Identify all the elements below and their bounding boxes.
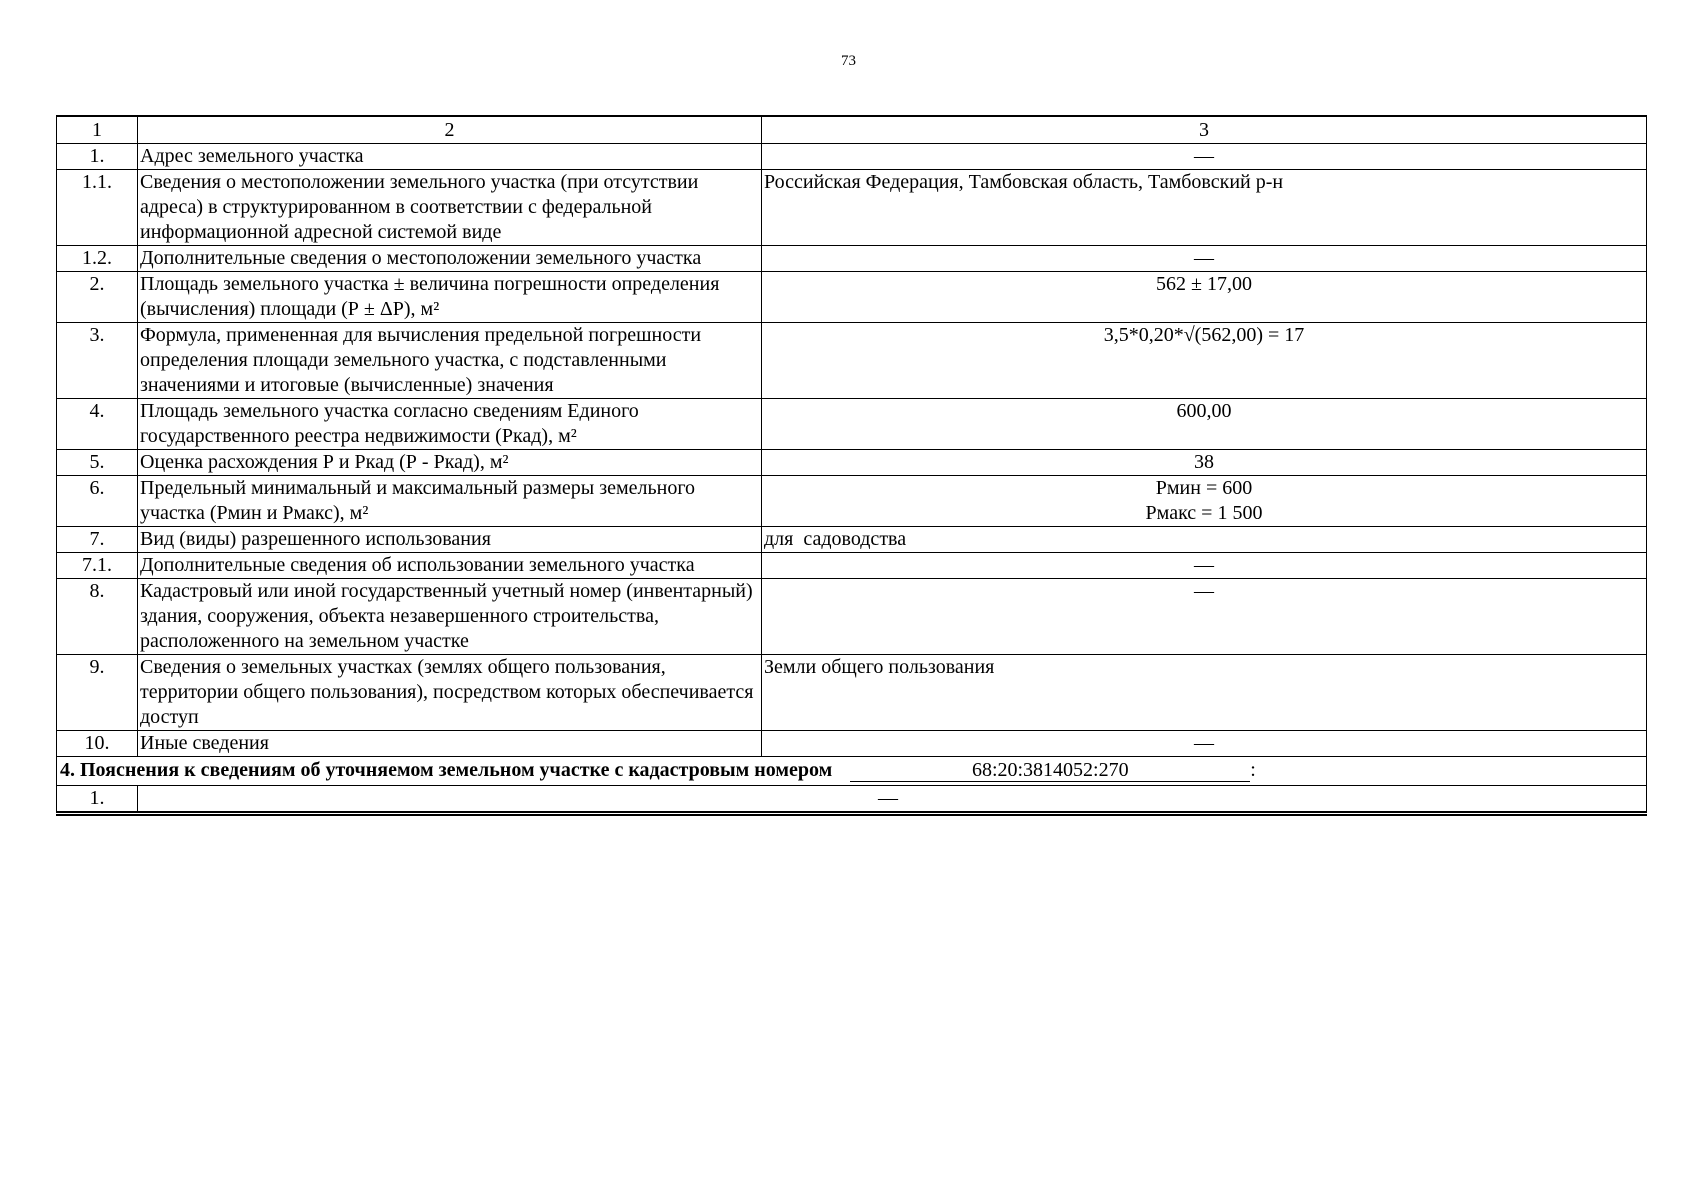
row-label: Дополнительные сведения об использовании земельного участка	[138, 553, 762, 579]
table-row	[57, 450, 1647, 476]
row-label: Формула, примененная для вычисления предельной погрешности определения площади земельного участка, с подставленными значениями и итоговые (вычисленные) значения	[138, 323, 762, 399]
table-row	[57, 144, 1647, 170]
row-number: 1.1.	[57, 170, 138, 246]
row-value: Земли общего пользования	[762, 655, 1647, 731]
land-plot-table	[56, 115, 1647, 816]
header-col-1: 1	[57, 116, 138, 144]
row-label: Оценка расхождения Р и Ркад (Р - Ркад), м²	[138, 450, 762, 476]
row-value: 3,5*0,20*√(562,00) = 17	[762, 323, 1647, 399]
row-value: —	[762, 246, 1647, 272]
table-row	[57, 786, 1647, 814]
row-number: 1.2.	[57, 246, 138, 272]
table-row	[57, 655, 1647, 731]
section-4-title: 4. Пояснения к сведениям об уточняемом земельном участке с кадастровым номером	[60, 759, 833, 781]
section-4-header	[57, 757, 1647, 786]
table-row	[57, 246, 1647, 272]
row-number: 9.	[57, 655, 138, 731]
row-label: Сведения о земельных участках (землях общего пользования, территории общего пользования), посредством которых обеспечивается доступ	[138, 655, 762, 731]
table-row	[57, 272, 1647, 323]
table-row	[57, 579, 1647, 655]
row-number: 2.	[57, 272, 138, 323]
row-value: 38	[762, 450, 1647, 476]
row-number: 8.	[57, 579, 138, 655]
max-size-value: Рмакс = 1 500	[1145, 502, 1263, 524]
row-label: Дополнительные сведения о местоположении земельного участка	[138, 246, 762, 272]
row-number: 7.	[57, 527, 138, 553]
row-number: 1.	[57, 786, 138, 814]
row-label: Площадь земельного участка ± величина погрешности определения (вычисления) площади (Р ± ΔР), м²	[138, 272, 762, 323]
row-number: 4.	[57, 399, 138, 450]
row-label: Адрес земельного участка	[138, 144, 762, 170]
table-row	[57, 323, 1647, 399]
min-size-value: Рмин = 600	[1155, 477, 1253, 499]
row-number: 5.	[57, 450, 138, 476]
row-value: —	[762, 731, 1647, 757]
section-4-colon: :	[1250, 759, 1256, 781]
table-row	[57, 731, 1647, 757]
row-value: —	[762, 144, 1647, 170]
row-value: —	[762, 579, 1647, 655]
row-value: Российская Федерация, Тамбовская область, Тамбовский р-н	[762, 170, 1647, 246]
header-col-3: 3	[762, 116, 1647, 144]
section-4-header-row	[57, 757, 1647, 786]
table-row	[57, 476, 1647, 527]
row-label: Вид (виды) разрешенного использования	[138, 527, 762, 553]
row-label: Площадь земельного участка согласно сведениям Единого государственного реестра недвижимости (Ркад), м²	[138, 399, 762, 450]
row-number: 3.	[57, 323, 138, 399]
table-row	[57, 399, 1647, 450]
row-value: 600,00	[762, 399, 1647, 450]
row-number: 6.	[57, 476, 138, 527]
page-number: 73	[841, 53, 856, 69]
table-row	[57, 170, 1647, 246]
table-row	[57, 527, 1647, 553]
row-label: Кадастровый или иной государственный учетный номер (инвентарный) здания, сооружения, объекта незавершенного строительства, расположенного на земельном участке	[138, 579, 762, 655]
row-number: 7.1.	[57, 553, 138, 579]
row-number: 1.	[57, 144, 138, 170]
row-label: Сведения о местоположении земельного участка (при отсутствии адреса) в структурированном в соответствии с федеральной информационной адресной системой виде	[138, 170, 762, 246]
row-value: —	[138, 786, 1647, 814]
row-number: 10.	[57, 731, 138, 757]
row-label: Предельный минимальный и максимальный размеры земельного участка (Рмин и Рмакс), м²	[138, 476, 762, 527]
header-col-2: 2	[138, 116, 762, 144]
row-value	[762, 476, 1647, 527]
table-row	[57, 553, 1647, 579]
row-value: —	[762, 553, 1647, 579]
row-value: для садоводства	[762, 527, 1647, 553]
cadastral-number: 68:20:3814052:270	[850, 759, 1250, 782]
row-label: Иные сведения	[138, 731, 762, 757]
table-header-row	[57, 116, 1647, 144]
row-value: 562 ± 17,00	[762, 272, 1647, 323]
